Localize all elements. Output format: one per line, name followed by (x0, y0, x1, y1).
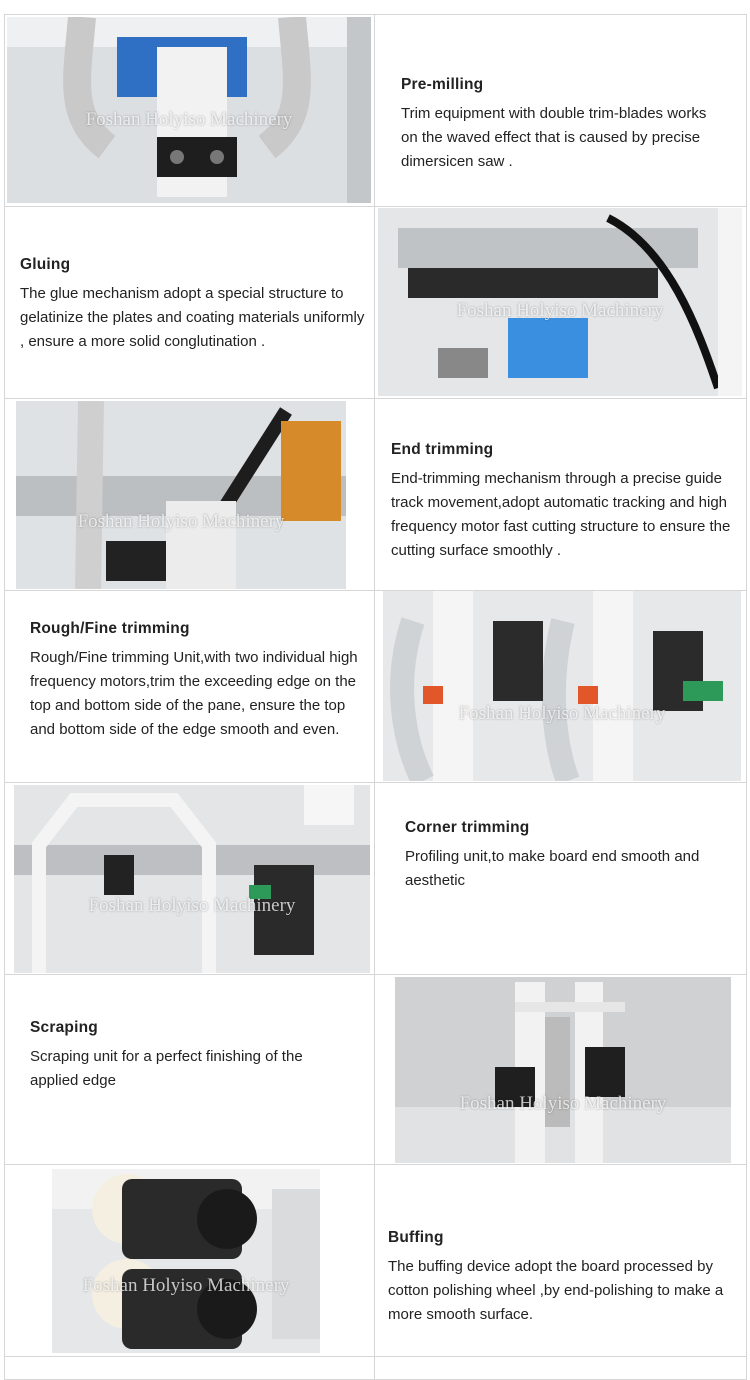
gluing-image-cell (375, 207, 747, 399)
pre-milling-photo (7, 17, 371, 203)
corner-trimming-image-cell (5, 783, 375, 975)
section-title: Gluing (20, 256, 71, 273)
buffing-text-cell (375, 1165, 747, 1357)
scraping-image-cell (375, 975, 747, 1165)
buffing-photo (52, 1169, 320, 1353)
section-description: Profiling unit,to make board end smooth and aesthetic (405, 848, 700, 889)
empty-cell (5, 1357, 375, 1380)
watermark-text: Foshan Holyiso Machinery (82, 1275, 290, 1296)
rough-fine-trimming-text-cell (5, 591, 375, 783)
rough-fine-trimming-image-cell (375, 591, 747, 783)
corner-trimming-text-cell (375, 783, 747, 975)
watermark-text: Foshan Holyiso Machinery (77, 511, 285, 532)
gluing-text-cell (5, 207, 375, 399)
buffing-image-cell (5, 1165, 375, 1357)
feature-table (4, 14, 747, 1380)
section-description: Rough/Fine trimming Unit,with two individual high frequency motors,trim the exceeding edge on the top and bottom side of the pane, ensure the top and bottom side of the edge smooth and even. (30, 649, 358, 738)
section-title: Scraping (30, 1019, 98, 1036)
pre-milling-image-cell (5, 15, 375, 207)
section-description: The buffing device adopt the board processed by cotton polishing wheel ,by end-polishing to make a more smooth surface. (388, 1258, 724, 1323)
watermark-text: Foshan Holyiso Machinery (88, 895, 296, 916)
empty-cell (375, 1357, 747, 1380)
section-description: The glue mechanism adopt a special structure to gelatinize the plates and coating materials uniformly , ensure a more solid conglutination . (20, 285, 365, 350)
section-title: End trimming (391, 441, 494, 458)
watermark-text: Foshan Holyiso Machinery (459, 1093, 667, 1114)
section-description: End-trimming mechanism through a precise guide track movement,adopt automatic tracking and high frequency motor fast cutting structure to ensure the cutting surface smoothly . (391, 470, 731, 559)
section-title: Pre-milling (401, 76, 484, 93)
gluing-photo (378, 208, 742, 396)
watermark-text: Foshan Holyiso Machinery (456, 300, 664, 321)
rough-fine-trimming-photo (383, 591, 741, 781)
end-trimming-photo (16, 401, 346, 589)
section-description: Scraping unit for a perfect finishing of the applied edge (30, 1048, 303, 1089)
end-trimming-text-cell (375, 399, 747, 591)
section-description: Trim equipment with double trim-blades works on the waved effect that is caused by precise dimersicen saw . (401, 105, 707, 170)
corner-trimming-photo (14, 785, 370, 973)
watermark-text: Foshan Holyiso Machinery (458, 703, 666, 724)
pre-milling-text-cell (375, 15, 747, 207)
end-trimming-image-cell (5, 399, 375, 591)
watermark-text: Foshan Holyiso Machinery (85, 109, 293, 130)
section-title: Buffing (388, 1229, 444, 1246)
section-title: Corner trimming (405, 819, 530, 836)
scraping-text-cell (5, 975, 375, 1165)
section-title: Rough/Fine trimming (30, 620, 190, 637)
scraping-photo (395, 977, 731, 1163)
